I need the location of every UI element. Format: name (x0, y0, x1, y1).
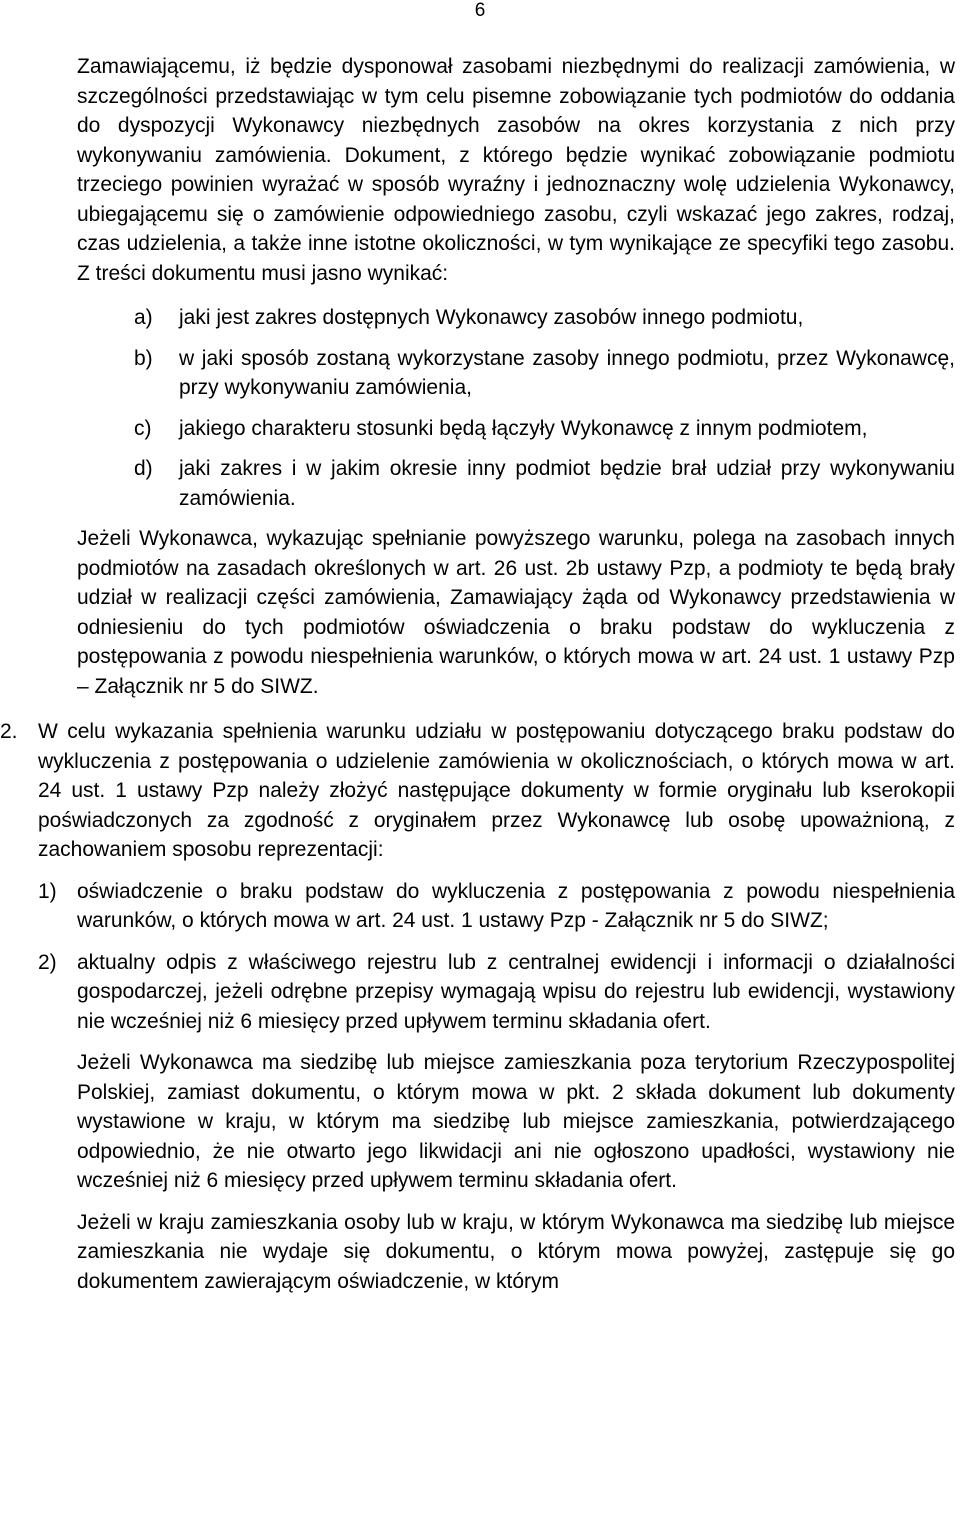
list-item-text: jaki jest zakres dostępnych Wykonawcy zasobów innego podmiotu, (179, 306, 804, 329)
numbered-item-label: 1) (38, 879, 57, 903)
document-body (0, 52, 960, 1296)
numbered-item-2 (38, 948, 955, 1037)
list-item-c (134, 414, 955, 444)
intro-paragraph: Zamawiającemu, iż będzie dysponował zasobami niezbędnymi do realizacji zamówienia, w szczególności przedstawiając w tym celu pisemne zobowiązanie tych podmiotów do oddania do dyspozycji Wykonawcy niezbędnych zasobów na okres korzystania z nich przy wykonywaniu zamówienia. Dokument, z którego będzie wynikać zobowiązanie podmiotu trzeciego powinien wyrażać w sposób wyraźny i jednoznaczny wolę udzielenia Wykonawcy, ubiegającemu się o zamówienie odpowiedniego zasobu, czyli wskazać jego zakres, rodzaj, czas udzielenia, a także inne istotne okoliczności, w tym wynikające ze specyfiki tego zasobu. Z treści dokumentu musi jasno wynikać: (77, 55, 955, 285)
list-item-label: a) (134, 306, 153, 329)
numbered-item-label: 2) (38, 950, 57, 974)
list-item-text: w jaki sposób zostaną wykorzystane zasoby innego podmiotu, przez Wykonawcę, przy wykonywaniu zamówienia, (179, 346, 955, 399)
section-2 (0, 717, 955, 865)
foreign-entity-paragraph: Jeżeli Wykonawca ma siedzibę lub miejsce zamieszkania poza terytorium Rzeczypospolitej Polskiej, zamiast dokumentu, o którym mowa w pkt. 2 składa dokument lub dokumenty wystawione w kraju, w którym ma siedzibę lub miejsce zamieszkania, potwierdzającego odpowiednio, że nie otwarto jego likwidacji ani nie ogłoszono upadłości, wystawiony nie wcześniej niż 6 miesięcy przed upływem terminu składania ofert. (77, 1051, 955, 1192)
list-item-label: c) (134, 416, 152, 440)
list-item-label: d) (134, 457, 153, 480)
numbered-item-text: aktualny odpis z właściwego rejestru lub z centralnej ewidencji i informacji o działalności gospodarczej, jeżeli odrębne przepisy wymagają wpisu do rejestru lub ewidencji, wystawiony nie wcześniej niż 6 miesięcy przed upływem terminu składania ofert. (77, 950, 955, 1033)
section-number: 2. (0, 720, 18, 743)
numbered-item-1 (38, 877, 955, 936)
list-item-label: b) (134, 346, 153, 370)
list-item-text: jaki zakres i w jakim okresie inny podmiot będzie brał udział przy wykonywaniu zamówienia. (179, 457, 955, 510)
no-documents-paragraph: Jeżeli w kraju zamieszkania osoby lub w kraju, w którym Wykonawca ma siedzibę lub miejsce zamieszkania nie wydaje się dokumentu, o którym mowa powyżej, zastępuje się go dokumentem zawierającym oświadczenie, w którym (77, 1210, 955, 1293)
numbered-item-text: oświadczenie o braku podstaw do wykluczenia z postępowania z powodu niespełnienia warunków, o których mowa w art. 24 ust. 1 ustawy Pzp - Załącznik nr 5 do SIWZ; (77, 879, 955, 932)
section-text: W celu wykazania spełnienia warunku udziału w postępowaniu dotyczącego braku podstaw do wykluczenia z postępowania o udzielenie zamówienia w okolicznościach, o których mowa w art. 24 ust. 1 ustawy Pzp należy złożyć następujące dokumenty w formie oryginału lub kserokopii poświadczonych za zgodność z oryginałem przez Wykonawcę lub osobę upoważnioną, z zachowaniem sposobu reprezentacji: (38, 720, 955, 861)
list-item-d (134, 454, 955, 513)
list-item-a (134, 303, 955, 333)
list-item-text: jakiego charakteru stosunki będą łączyły Wykonawcę z innym podmiotem, (179, 416, 868, 440)
resources-paragraph: Jeżeli Wykonawca, wykazując spełnianie powyższego warunku, polega na zasobach innych podmiotów na zasadach określonych w art. 26 ust. 2b ustawy Pzp, a podmioty te będą brały udział w realizacji części zamówienia, Zamawiający żąda od Wykonawcy przedstawienia w odniesieniu do tych podmiotów oświadczenia o braku podstaw do wykluczenia z postępowania z powodu niespełnienia warunków, o których mowa w art. 24 ust. 1 ustawy Pzp – Załącznik nr 5 do SIWZ. (77, 527, 955, 698)
page-number: 6 (474, 0, 486, 21)
list-item-b (134, 344, 955, 403)
